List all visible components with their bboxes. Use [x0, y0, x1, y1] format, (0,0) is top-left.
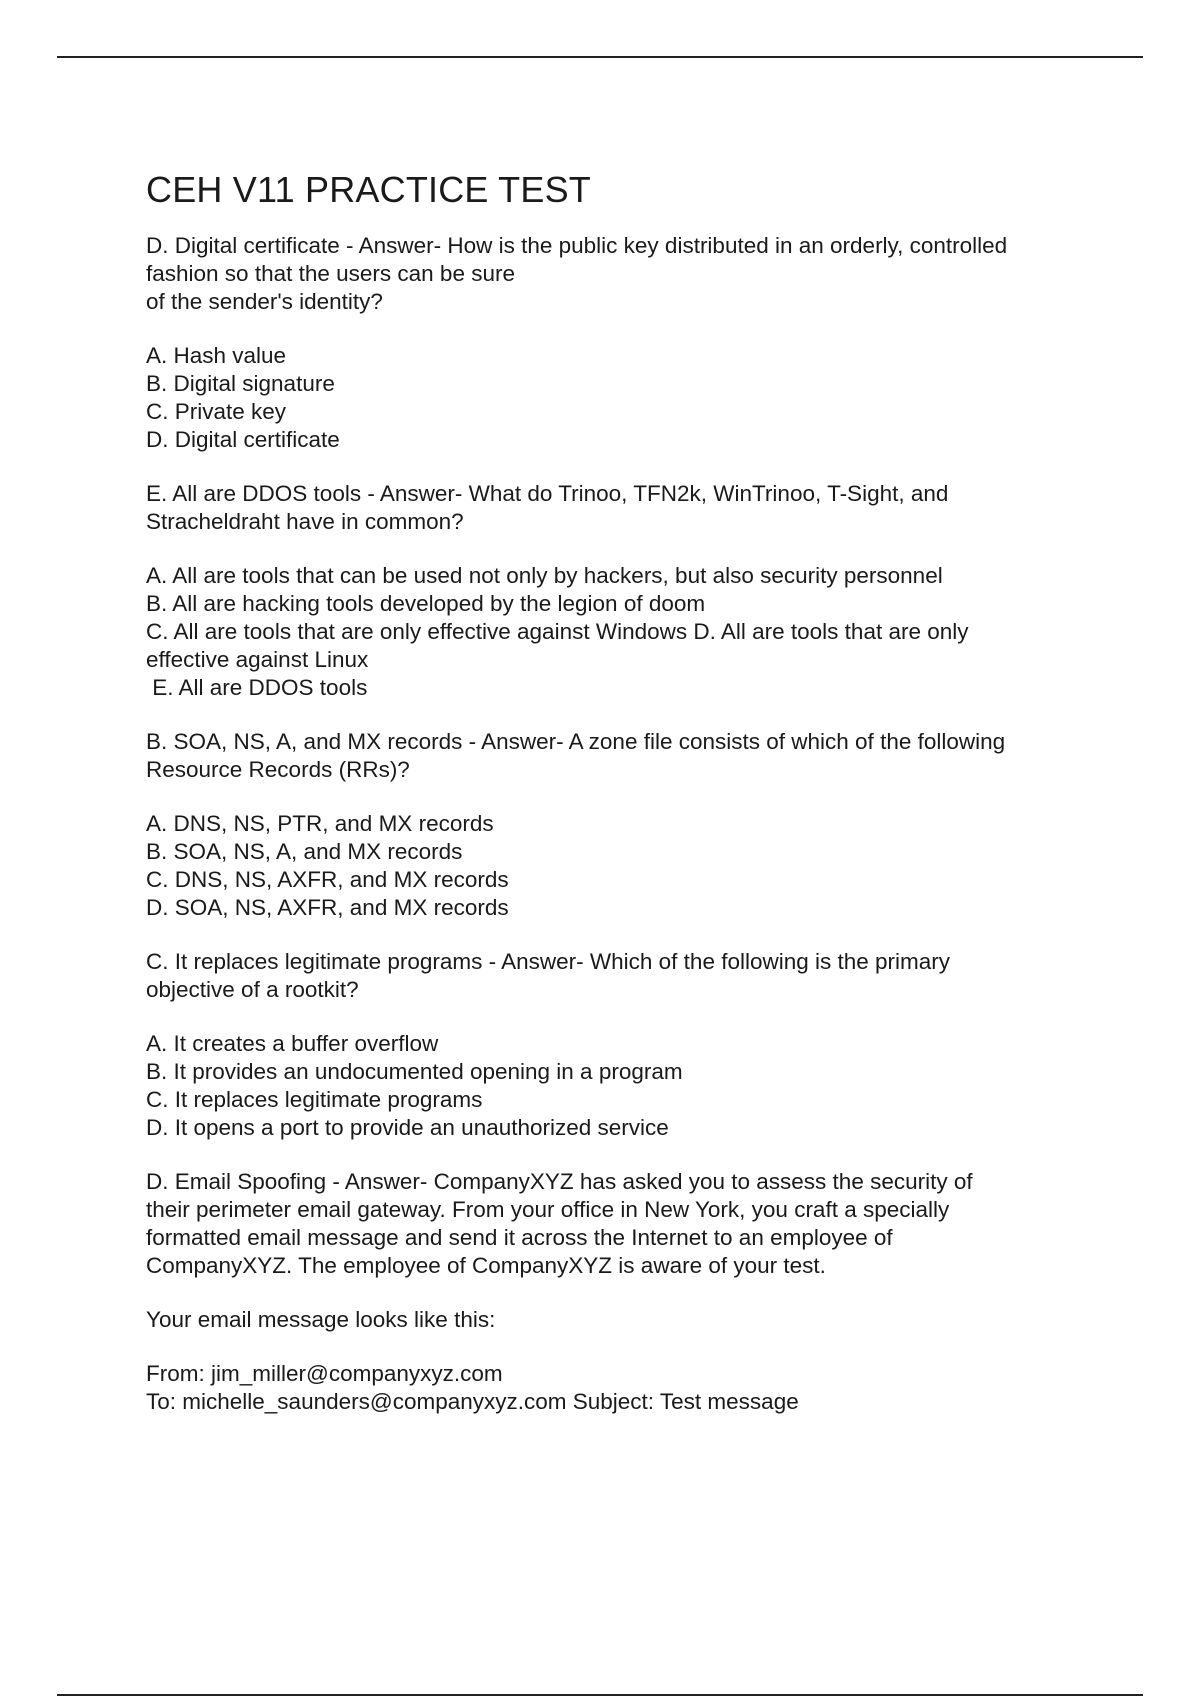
text-line: Resource Records (RRs)?	[146, 757, 410, 782]
option-line: B. All are hacking tools developed by the legion of doom	[146, 591, 706, 616]
option-line: A. It creates a buffer overflow	[146, 1031, 439, 1056]
option-line: B. Digital signature	[146, 371, 335, 396]
text-line: E. All are DDOS tools - Answer- What do Trinoo, TFN2k, WinTrinoo, T-Sight, and	[146, 481, 949, 506]
answer-block-1	[146, 232, 1106, 316]
options-block-2	[146, 562, 1106, 702]
footer-rule	[57, 1694, 1143, 1696]
text-line: C. It replaces legitimate programs - Answer- Which of the following is the primary	[146, 949, 951, 974]
text-line: of the sender's identity?	[146, 289, 383, 314]
email-from-line: From: jim_miller@companyxyz.com	[146, 1361, 503, 1386]
option-line: A. Hash value	[146, 343, 287, 368]
option-line: effective against Linux	[146, 647, 369, 672]
option-line: D. It opens a port to provide an unauthorized service	[146, 1115, 669, 1140]
text-line: B. SOA, NS, A, and MX records - Answer- A zone file consists of which of the following	[146, 729, 1006, 754]
text-line: D. Digital certificate - Answer- How is the public key distributed in an orderly, controlled	[146, 233, 1008, 258]
header-rule	[57, 56, 1143, 58]
option-line: B. It provides an undocumented opening in a program	[146, 1059, 683, 1084]
email-to-line: To: michelle_saunders@companyxyz.com Subject: Test message	[146, 1389, 799, 1414]
options-block-4	[146, 1030, 1106, 1142]
options-block-3	[146, 810, 1106, 922]
answer-block-3	[146, 728, 1106, 784]
option-line: D. SOA, NS, AXFR, and MX records	[146, 895, 509, 920]
answer-block-4	[146, 948, 1106, 1004]
option-line: C. It replaces legitimate programs	[146, 1087, 483, 1112]
option-line: C. DNS, NS, AXFR, and MX records	[146, 867, 509, 892]
text-line: formatted email message and send it across the Internet to an employee of	[146, 1225, 893, 1250]
document-body	[146, 168, 1106, 1416]
option-line: A. All are tools that can be used not only by hackers, but also security personnel	[146, 563, 943, 588]
text-line: Your email message looks like this:	[146, 1307, 496, 1332]
text-line: fashion so that the users can be sure	[146, 261, 515, 286]
text-line: objective of a rootkit?	[146, 977, 359, 1002]
options-block-1	[146, 342, 1106, 454]
email-intro	[146, 1306, 1106, 1334]
document-title: CEH V11 PRACTICE TEST	[146, 169, 591, 210]
text-line: D. Email Spoofing - Answer- CompanyXYZ has asked you to assess the security of	[146, 1169, 973, 1194]
text-line: Stracheldraht have in common?	[146, 509, 464, 534]
option-line: C. All are tools that are only effective against Windows D. All are tools that are only	[146, 619, 969, 644]
option-line: A. DNS, NS, PTR, and MX records	[146, 811, 494, 836]
text-line: their perimeter email gateway. From your office in New York, you craft a specially	[146, 1197, 950, 1222]
answer-block-2	[146, 480, 1106, 536]
option-line: C. Private key	[146, 399, 287, 424]
option-line: E. All are DDOS tools	[146, 675, 368, 700]
option-line: D. Digital certificate	[146, 427, 340, 452]
email-headers	[146, 1360, 1106, 1416]
answer-block-5	[146, 1168, 1106, 1280]
text-line: CompanyXYZ. The employee of CompanyXYZ is aware of your test.	[146, 1253, 826, 1278]
option-line: B. SOA, NS, A, and MX records	[146, 839, 463, 864]
